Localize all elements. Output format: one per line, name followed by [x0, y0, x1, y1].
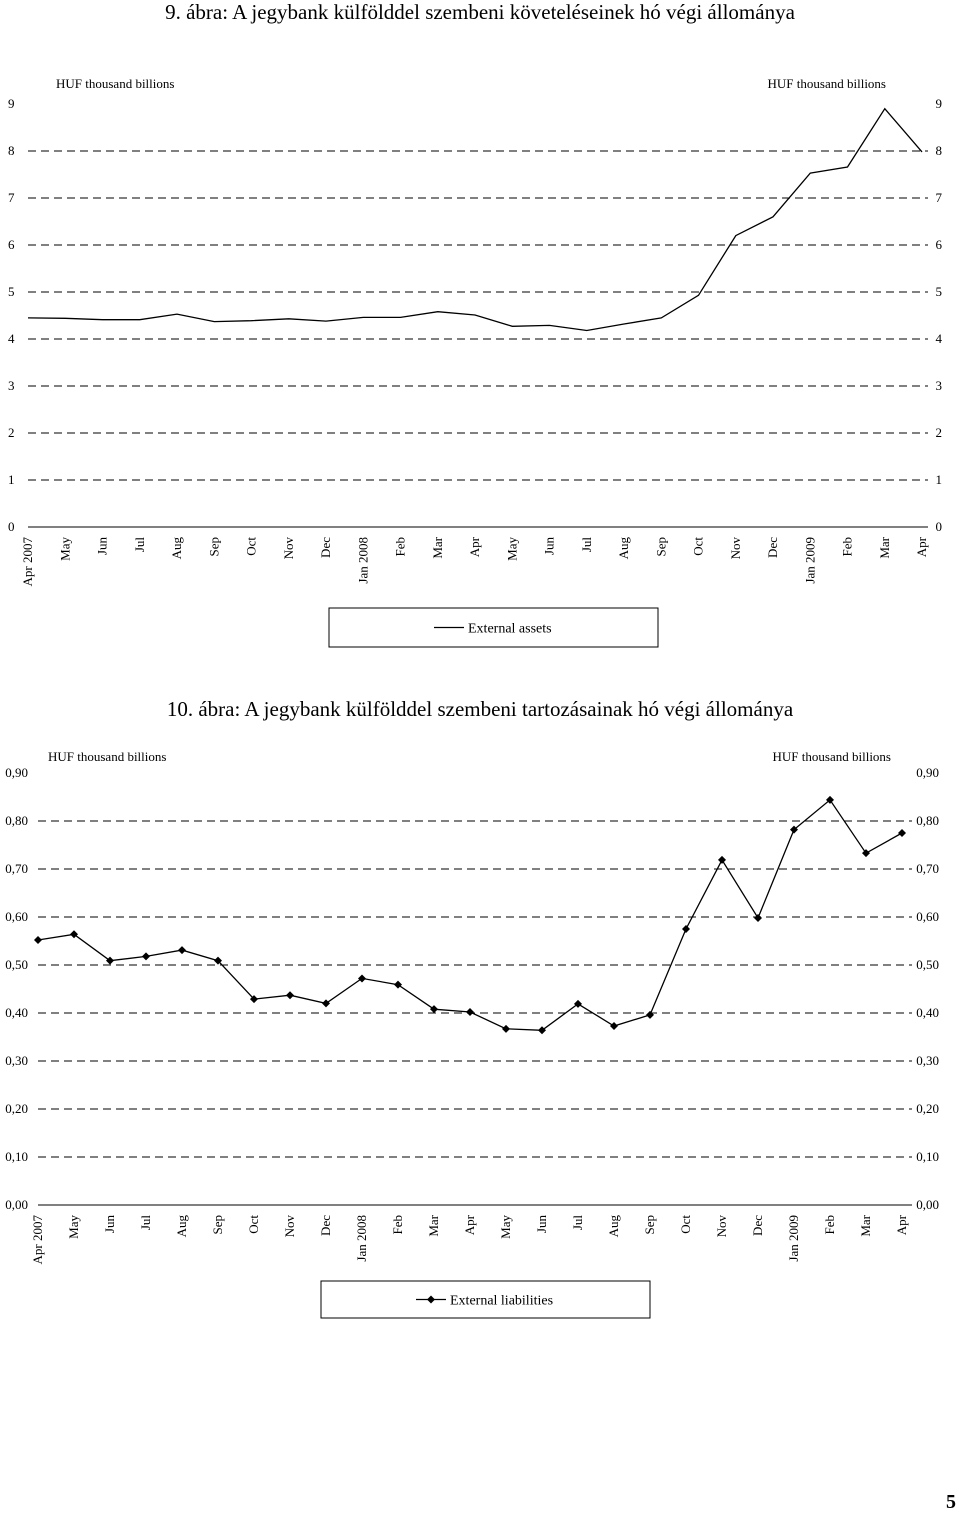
y-tick-label-left: 0,50: [5, 957, 28, 972]
data-point: [286, 991, 294, 999]
y-tick-label-right: 6: [935, 237, 942, 252]
y-tick-label-right: 9: [935, 96, 942, 111]
x-tick-label: Nov: [282, 1215, 297, 1238]
x-tick-label: Oct: [243, 537, 259, 556]
x-tick-label: Sep: [653, 537, 669, 557]
data-point: [502, 1025, 510, 1033]
x-tick-label: Mar: [426, 1215, 441, 1237]
y-axis-label-left: HUF thousand billions: [48, 749, 167, 764]
x-tick-label: Mar: [429, 537, 445, 559]
data-point: [358, 974, 366, 982]
x-tick-label: Jun: [94, 537, 110, 556]
x-tick-label: Jul: [131, 537, 147, 553]
data-point: [646, 1011, 654, 1019]
x-tick-label: Sep: [206, 537, 222, 557]
y-tick-label-right: 0,50: [916, 957, 939, 972]
x-tick-label: Jan 2008: [354, 1215, 369, 1262]
y-axis-label-right: HUF thousand billions: [767, 76, 886, 91]
x-tick-label: Feb: [822, 1215, 837, 1235]
data-point: [466, 1008, 474, 1016]
x-tick-label: Jun: [541, 537, 557, 556]
x-tick-label: Dec: [765, 537, 780, 558]
y-tick-label-right: 8: [935, 143, 942, 158]
y-tick-label-left: 1: [8, 472, 15, 487]
data-point: [862, 849, 870, 857]
x-tick-label: Apr: [462, 1215, 477, 1236]
y-tick-label-left: 0,30: [5, 1053, 28, 1068]
data-point: [322, 999, 330, 1007]
x-tick-label: Sep: [642, 1215, 657, 1235]
x-tick-label: Apr: [467, 537, 482, 558]
x-tick-label: Apr 2007: [30, 1215, 45, 1265]
data-point: [34, 936, 42, 944]
data-point: [718, 856, 726, 864]
x-tick-label: Dec: [318, 537, 333, 558]
y-tick-label-left: 6: [8, 237, 15, 252]
y-tick-label-left: 2: [8, 425, 15, 440]
x-tick-label: Mar: [876, 537, 892, 559]
x-tick-label: Aug: [169, 537, 184, 560]
y-tick-label-right: 0: [935, 519, 942, 534]
y-tick-label-right: 0,80: [916, 813, 939, 828]
y-tick-label-right: 4: [935, 331, 942, 346]
x-tick-label: Jan 2008: [355, 537, 371, 584]
x-tick-label: Apr: [914, 537, 929, 558]
y-tick-label-left: 0,70: [5, 861, 28, 876]
y-tick-label-right: 0,20: [916, 1101, 939, 1116]
series-line: [38, 800, 902, 1030]
y-tick-label-left: 0,20: [5, 1101, 28, 1116]
y-tick-label-right: 0,30: [916, 1053, 939, 1068]
y-tick-label-right: 0,10: [916, 1149, 939, 1164]
data-point: [610, 1022, 618, 1030]
data-point: [754, 914, 762, 922]
x-tick-label: Feb: [392, 537, 408, 557]
y-tick-label-right: 7: [935, 190, 942, 205]
x-tick-label: Aug: [616, 537, 631, 560]
data-point: [430, 1005, 438, 1013]
x-tick-label: Jan 2009: [786, 1215, 801, 1262]
y-tick-label-left: 0: [8, 519, 15, 534]
y-tick-label-right: 1: [935, 472, 942, 487]
y-tick-label-left: 0,60: [5, 909, 28, 924]
chart-2-title: 10. ábra: A jegybank külfölddel szembeni tartozásainak hó végi állománya: [166, 697, 794, 721]
x-tick-label: Apr: [894, 1215, 909, 1236]
data-point: [898, 829, 906, 837]
data-point: [394, 981, 402, 989]
y-tick-label-left: 0,90: [5, 765, 28, 780]
x-tick-label: May: [66, 1215, 81, 1239]
x-tick-label: Jul: [570, 1215, 585, 1231]
x-tick-label: Oct: [246, 1215, 261, 1234]
y-tick-label-right: 5: [935, 284, 942, 299]
y-tick-label-right: 0,70: [916, 861, 939, 876]
x-tick-label: Sep: [210, 1215, 225, 1235]
y-tick-label-right: 0,60: [916, 909, 939, 924]
y-axis-label-right: HUF thousand billions: [772, 749, 891, 764]
chart-1-title: 9. ábra: A jegybank külfölddel szembeni követeléseinek hó végi állománya: [165, 0, 795, 24]
y-tick-label-left: 0,80: [5, 813, 28, 828]
y-tick-label-left: 3: [8, 378, 15, 393]
x-tick-label: May: [498, 1215, 513, 1239]
y-tick-label-right: 2: [935, 425, 942, 440]
y-tick-label-right: 0,40: [916, 1005, 939, 1020]
data-point: [178, 946, 186, 954]
x-tick-label: Jun: [102, 1215, 117, 1234]
x-tick-label: Aug: [174, 1215, 189, 1238]
y-tick-label-left: 0,00: [5, 1197, 28, 1212]
y-tick-label-left: 4: [8, 331, 15, 346]
x-tick-label: Jul: [138, 1215, 153, 1231]
x-tick-label: Oct: [690, 537, 706, 556]
y-tick-label-left: 8: [8, 143, 15, 158]
x-tick-label: May: [57, 537, 73, 561]
x-tick-label: Jun: [534, 1215, 549, 1234]
legend-label: External liabilities: [450, 1293, 554, 1309]
y-tick-label-right: 0,90: [916, 765, 939, 780]
page-number: 5: [946, 1491, 956, 1513]
x-tick-label: Nov: [280, 537, 296, 560]
x-tick-label: Jan 2009: [802, 537, 818, 584]
y-axis-label-left: HUF thousand billions: [56, 76, 175, 91]
x-tick-label: Jul: [578, 537, 594, 553]
x-tick-label: Feb: [839, 537, 855, 557]
y-tick-label-left: 0,10: [5, 1149, 28, 1164]
x-tick-label: Apr 2007: [20, 537, 35, 587]
x-tick-label: Nov: [727, 537, 743, 560]
data-point: [682, 925, 690, 933]
x-tick-label: Aug: [606, 1215, 621, 1238]
x-tick-label: Oct: [678, 1215, 693, 1234]
y-tick-label-left: 9: [8, 96, 15, 111]
legend-label: External assets: [468, 621, 552, 637]
x-tick-label: May: [504, 537, 520, 561]
y-tick-label-left: 5: [8, 284, 15, 299]
x-tick-label: Feb: [390, 1215, 405, 1235]
x-tick-label: Mar: [858, 1215, 873, 1237]
y-tick-label-right: 3: [935, 378, 942, 393]
y-tick-label-left: 0,40: [5, 1005, 28, 1020]
data-point: [142, 952, 150, 960]
y-tick-label-right: 0,00: [916, 1197, 939, 1212]
x-tick-label: Dec: [318, 1215, 333, 1236]
x-tick-label: Dec: [750, 1215, 765, 1236]
x-tick-label: Nov: [714, 1215, 729, 1238]
y-tick-label-left: 7: [8, 190, 15, 205]
